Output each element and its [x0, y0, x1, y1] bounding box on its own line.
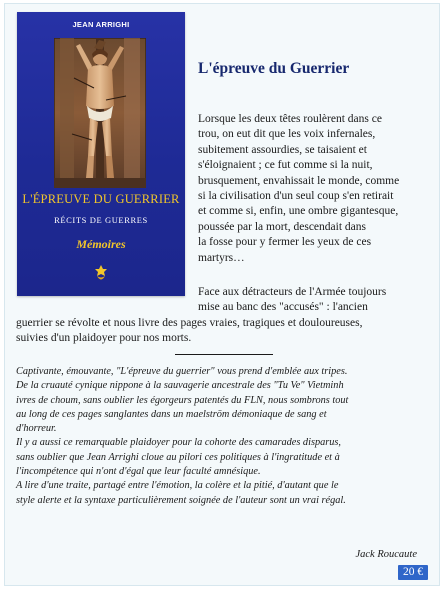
cover-subtitle: RÉCITS DE GUERRES: [54, 215, 148, 225]
saint-sebastian-painting-icon: [54, 38, 146, 188]
price-badge: 20 €: [398, 565, 428, 580]
cover-author: JEAN ARRIGHI: [72, 20, 130, 29]
page-title: L'épreuve du Guerrier: [198, 60, 350, 77]
review-block: [16, 365, 434, 508]
publisher-emblem-icon: [93, 264, 109, 284]
divider: [175, 354, 273, 355]
cover-collection: Mémoires: [76, 237, 126, 251]
second-paragraph-start: Face aux détracteurs de l'Armée toujours mise au banc des "accusés" : l'ancien: [198, 286, 387, 314]
review-signature: Jack Roucaute: [355, 549, 417, 560]
intro-paragraph: Lorsque les deux têtes roulèrent dans ce trou, on eut dit que les voix infernales, subitement assourdies, se taisaient et s'éloignaient ; ce fut comme si la nuit, brusquement, envahissait le monde, comme si la civilisation d'un seul coup s'en retirait et comme si, enfin, une ombre gigantesque, poussée par la mort, descendait dans la fosse pour y fermer les yeux de ces martyrs…: [198, 113, 400, 264]
title-box: [198, 60, 380, 82]
review-paragraph: De la cruauté cynique nippone à la sauvagerie ancestrale des "Tu Ve" Vietminh ivres de choum, sans oublier les égorgeurs patentés du FLN, nous sombrons tout au long de ces pages sanglantes dans un maelström démoniaque de sang et d'horreur.: [16, 380, 349, 435]
review-paragraph: A lire d'une traite, partagé entre l'émotion, la colère et la pitié, d'autant que le style alerte et la syntaxe particulièrement soignée de l'auteur sont un vrai régal.: [16, 480, 346, 506]
cover-title: L'ÉPREUVE DU GUERRIER: [22, 192, 180, 206]
flyer-page: [4, 3, 440, 586]
second-paragraph-end: guerrier se révolte et nous livre des pages vraies, tragiques et douloureuses, suivies d'un plaidoyer pour nos morts.: [16, 317, 363, 345]
review-paragraph: Il y a aussi ce remarquable plaidoyer pour la cohorte des camarades disparus, sans oublier que Jean Arrighi cloue au pilori ces politiques à l'ingratitude et à l'incompétence qui n'ont d'égal que leur faculté amnésique.: [16, 437, 341, 478]
book-cover: [17, 12, 185, 296]
review-paragraph: Captivante, émouvante, "L'épreuve du guerrier" vous prend d'emblée aux tripes.: [16, 366, 348, 377]
